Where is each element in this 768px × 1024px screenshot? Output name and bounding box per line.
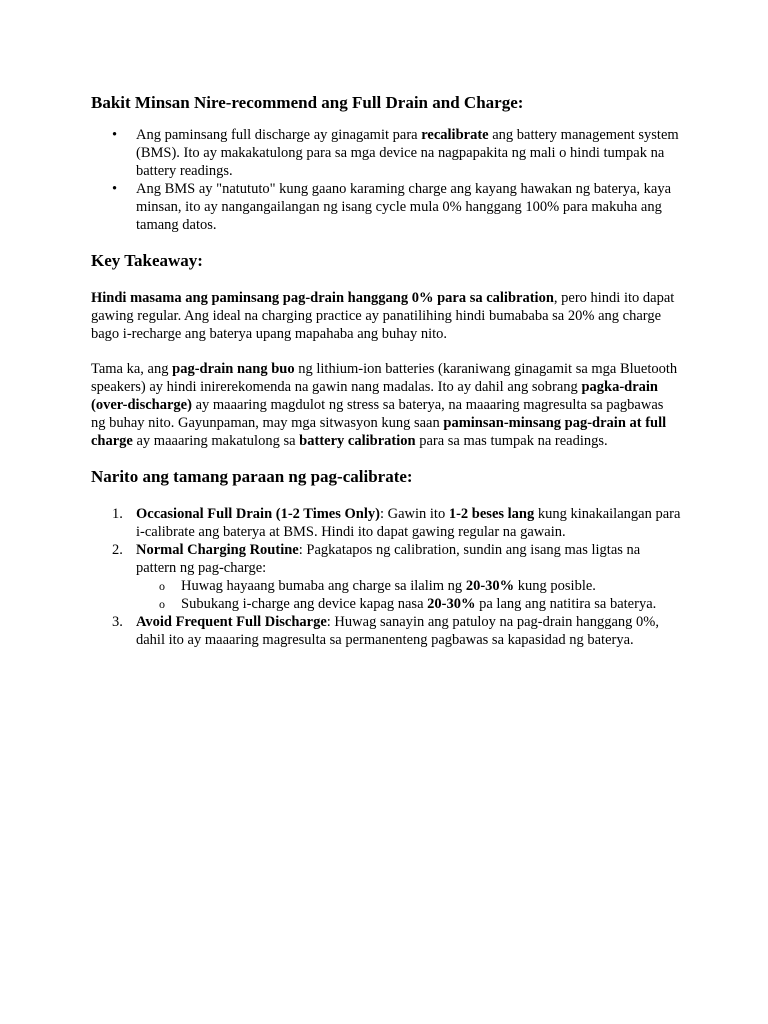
step-text: kung kinakailangan para i-calibrate ang baterya at BMS. Hindi ito dapat gawing regular na gawain. bbox=[136, 506, 681, 540]
paragraph-text: ng lithium-ion batteries (karaniwang ginagamit sa mga Bluetooth speakers) ay hindi inirerekomenda na gawin nang madalas. Ito ay dahil ang sobrang bbox=[91, 361, 678, 395]
sub-list-item bbox=[159, 595, 681, 613]
step-text: : Pagkatapos ng calibration, sundin ang isang mas ligtas na pattern ng pag-charge: bbox=[136, 542, 641, 576]
bullet-list-full-drain bbox=[91, 126, 681, 234]
paragraph-text: Tama ka, ang bbox=[91, 361, 173, 377]
step-bold-text: Avoid Frequent Full Discharge bbox=[136, 614, 327, 630]
paragraph-bold-text: pag-drain nang buo bbox=[172, 361, 295, 377]
paragraph-text: ay maaaring makatulong sa bbox=[132, 433, 300, 449]
bullet-text: Ang BMS ay "natututo" kung gaano karaming charge ang kayang hawakan ng baterya, kaya minsan, ito ay nangangailangan ng isang cycle mula 0% hanggang 100% para makuha ang tamang datos. bbox=[136, 181, 672, 233]
paragraph-bold-text: Hindi masama ang paminsang pag-drain hanggang 0% para sa calibration bbox=[91, 290, 554, 306]
sub-item-text: Subukang i-charge ang device kapag nasa bbox=[181, 596, 428, 612]
paragraph-text: , pero hindi ito dapat gawing regular. Ang ideal na charging practice ay panatilihing hindi bumababa sa 20% ang charge bago i-recharge ang baterya upang mapahaba ang buhay nito. bbox=[91, 290, 675, 342]
section-heading-key-takeaway: Key Takeaway: bbox=[91, 251, 203, 270]
step-bold-text: Normal Charging Routine bbox=[136, 542, 299, 558]
bullet-text: ang battery management system (BMS). Ito ay makakatulong para sa mga device na nagpapakita ng mali o hindi tumpak na battery readings. bbox=[136, 127, 679, 179]
sub-item-text: Huwag hayaang bumaba ang charge sa ilalim ng bbox=[181, 578, 466, 594]
sub-bullet-marker: o bbox=[159, 597, 165, 611]
numbered-list-calibrate bbox=[91, 505, 681, 649]
section-heading-full-drain: Bakit Minsan Nire-recommend ang Full Drain and Charge: bbox=[91, 93, 524, 112]
paragraph-bold-text: paminsan-minsang pag-drain at full charge bbox=[91, 415, 667, 449]
list-item bbox=[112, 541, 681, 613]
paragraph-bold-text: pagka-drain (over-discharge) bbox=[91, 379, 658, 413]
sub-item-text: kung posible. bbox=[514, 578, 596, 594]
sub-item-bold-text: 20-30% bbox=[427, 596, 476, 612]
step-text: : Huwag sanayin ang patuloy na pag-drain hanggang 0%, dahil ito ay maaaring magresulta sa permanenteng pagbawas sa kapasidad ng baterya. bbox=[136, 614, 659, 648]
document-page bbox=[91, 88, 681, 649]
sub-item-bold-text: 20-30% bbox=[465, 578, 515, 594]
section-heading-calibrate: Narito ang tamang paraan ng pag-calibrate: bbox=[91, 467, 413, 486]
step-bold-text: 1-2 beses lang bbox=[448, 506, 535, 522]
list-item bbox=[112, 126, 681, 180]
paragraph-explanation bbox=[91, 360, 681, 450]
list-number: 1. bbox=[112, 506, 123, 522]
sub-item-text: pa lang ang natitira sa baterya. bbox=[475, 596, 657, 612]
sub-bullet-marker: o bbox=[159, 579, 165, 593]
paragraph-takeaway bbox=[91, 289, 681, 343]
list-item bbox=[112, 613, 681, 649]
paragraph-text: ay maaaring magdulot ng stress sa baterya, na maaaring magresulta sa pagbawas ng buhay nito. Gayunpaman, may mga sitwasyon kung saan bbox=[91, 397, 664, 431]
bullet-bold-text: recalibrate bbox=[421, 127, 489, 143]
list-item bbox=[112, 180, 681, 234]
list-item bbox=[112, 505, 681, 541]
bullet-marker: • bbox=[112, 181, 118, 197]
bullet-text: Ang paminsang full discharge ay ginagamit para bbox=[136, 127, 422, 143]
sub-list bbox=[136, 577, 681, 613]
list-number: 2. bbox=[112, 542, 123, 558]
list-number: 3. bbox=[112, 614, 123, 630]
step-text: : Gawin ito bbox=[379, 506, 449, 522]
paragraph-text: para sa mas tumpak na readings. bbox=[415, 433, 608, 449]
bullet-marker: • bbox=[112, 127, 118, 143]
sub-list-item bbox=[159, 577, 681, 595]
step-bold-text: Occasional Full Drain (1-2 Times Only) bbox=[136, 506, 380, 522]
paragraph-bold-text: battery calibration bbox=[299, 433, 416, 449]
